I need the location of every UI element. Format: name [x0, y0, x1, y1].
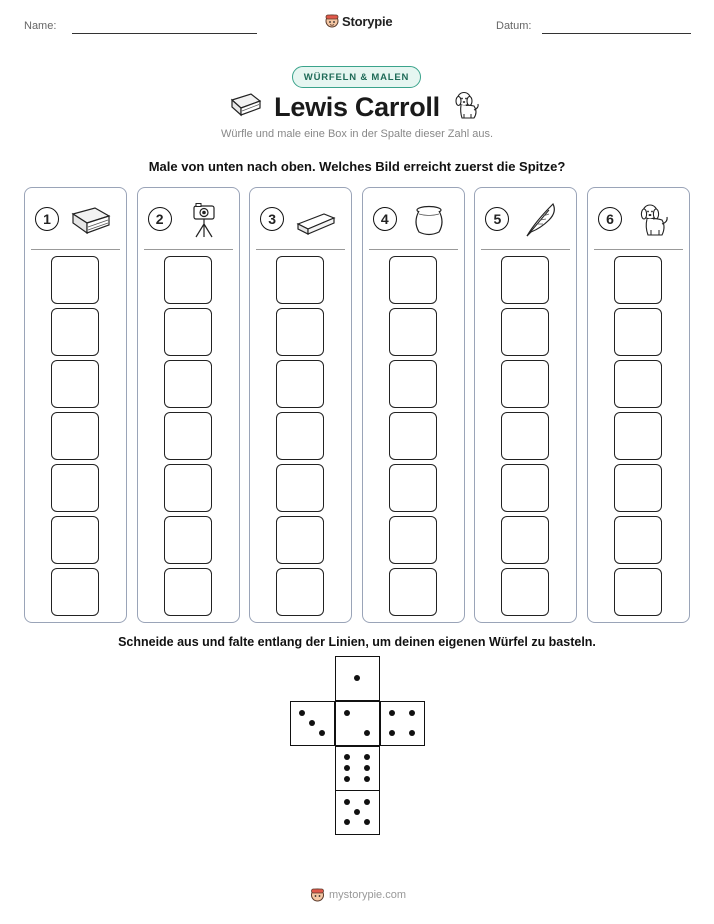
die-pip	[344, 754, 350, 760]
die-pip	[319, 730, 325, 736]
column-divider	[369, 249, 458, 250]
puppy-icon	[632, 202, 676, 238]
die-pip	[344, 819, 350, 825]
paint-box[interactable]	[614, 360, 662, 408]
die-pip	[354, 675, 360, 681]
date-line[interactable]	[542, 33, 691, 34]
paint-box[interactable]	[614, 308, 662, 356]
cut-instruction-text: Schneide aus und falte entlang der Linien, um deinen eigenen Würfel zu basteln.	[118, 635, 596, 649]
column-header	[148, 202, 234, 242]
brand-name: Storypie	[342, 13, 393, 29]
number-circle: 1	[35, 207, 59, 231]
paint-box[interactable]	[389, 308, 437, 356]
column-divider	[31, 249, 120, 250]
die-pip	[309, 720, 315, 726]
date-label: Datum:	[496, 20, 532, 32]
die-face-1	[335, 656, 380, 701]
column-divider	[144, 249, 233, 250]
die-pip	[364, 819, 370, 825]
column-divider	[481, 249, 570, 250]
storypie-mascot-icon	[325, 13, 339, 29]
die-pip	[364, 754, 370, 760]
die-pip	[299, 710, 305, 716]
paint-box[interactable]	[389, 568, 437, 616]
number-circle: 2	[148, 207, 172, 231]
paint-box[interactable]	[501, 568, 549, 616]
paint-box[interactable]	[501, 516, 549, 564]
number-circle: 3	[260, 207, 284, 231]
paint-box[interactable]	[501, 256, 549, 304]
paint-box[interactable]	[164, 464, 212, 512]
die-pip	[364, 799, 370, 805]
footer-url[interactable]: mystorypie.com	[329, 889, 407, 901]
die-pip	[364, 776, 370, 782]
paint-box[interactable]	[389, 360, 437, 408]
paint-box[interactable]	[389, 516, 437, 564]
die-pip	[344, 799, 350, 805]
column-4	[362, 187, 465, 623]
paint-box[interactable]	[389, 412, 437, 460]
paint-box[interactable]	[389, 256, 437, 304]
dice-columns	[24, 187, 690, 623]
die-pip	[354, 809, 360, 815]
die-pip	[389, 730, 395, 736]
column-header	[598, 202, 684, 242]
column-2	[137, 187, 240, 623]
name-line[interactable]	[72, 33, 257, 34]
paint-box[interactable]	[276, 360, 324, 408]
paint-box[interactable]	[501, 308, 549, 356]
brand-logo	[325, 13, 392, 29]
column-3	[249, 187, 352, 623]
paint-box[interactable]	[164, 308, 212, 356]
paint-box[interactable]	[51, 256, 99, 304]
die-pip	[389, 710, 395, 716]
book-icon	[69, 202, 113, 238]
paint-box[interactable]	[276, 464, 324, 512]
paint-box[interactable]	[51, 568, 99, 616]
number-circle: 4	[373, 207, 397, 231]
paint-box[interactable]	[614, 256, 662, 304]
paint-box[interactable]	[164, 360, 212, 408]
page-title: Lewis Carroll	[274, 92, 440, 122]
paint-box[interactable]	[276, 412, 324, 460]
die-face-4	[380, 701, 425, 746]
die-pip	[344, 776, 350, 782]
paint-box[interactable]	[614, 568, 662, 616]
paint-box[interactable]	[164, 256, 212, 304]
column-5	[474, 187, 577, 623]
subtitle: Würfle und male eine Box in der Spalte dieser Zahl aus.	[220, 128, 494, 140]
die-pip	[344, 765, 350, 771]
instruction-text: Male von unten nach oben. Welches Bild erreicht zuerst die Spitze?	[148, 159, 566, 174]
die-face-2	[335, 701, 380, 746]
die-face-6	[335, 746, 380, 791]
number-circle: 6	[598, 207, 622, 231]
die-face-3	[290, 701, 335, 746]
column-header	[260, 202, 346, 242]
feather-quill-icon	[519, 202, 563, 238]
paint-box[interactable]	[501, 412, 549, 460]
paint-box[interactable]	[51, 412, 99, 460]
paint-box[interactable]	[501, 360, 549, 408]
paint-box[interactable]	[276, 516, 324, 564]
paint-box[interactable]	[51, 516, 99, 564]
pot-icon	[407, 202, 451, 238]
paint-box[interactable]	[51, 464, 99, 512]
paint-box[interactable]	[614, 464, 662, 512]
paint-box[interactable]	[276, 256, 324, 304]
camera-icon	[182, 202, 226, 238]
die-pip	[409, 730, 415, 736]
die-pip	[364, 765, 370, 771]
paint-box[interactable]	[276, 308, 324, 356]
column-header	[35, 202, 121, 242]
paint-box[interactable]	[51, 360, 99, 408]
activity-badge: WÜRFELN & MALEN	[292, 66, 421, 88]
column-1	[24, 187, 127, 623]
column-header	[373, 202, 459, 242]
column-header	[485, 202, 571, 242]
paint-box[interactable]	[614, 516, 662, 564]
die-pip	[364, 730, 370, 736]
footer	[310, 887, 406, 903]
eraser-icon	[294, 202, 338, 238]
number-circle: 5	[485, 207, 509, 231]
paint-box[interactable]	[164, 412, 212, 460]
die-pip	[344, 710, 350, 716]
paint-box[interactable]	[276, 568, 324, 616]
storypie-mascot-icon	[310, 887, 325, 903]
paint-box[interactable]	[51, 308, 99, 356]
paint-box[interactable]	[614, 412, 662, 460]
paint-box[interactable]	[501, 464, 549, 512]
name-label: Name:	[24, 20, 57, 32]
die-face-5	[335, 790, 380, 835]
puppy-icon	[452, 90, 482, 122]
column-divider	[594, 249, 683, 250]
column-6	[587, 187, 690, 623]
paint-box[interactable]	[389, 464, 437, 512]
paint-box[interactable]	[164, 568, 212, 616]
paint-box[interactable]	[164, 516, 212, 564]
die-pip	[409, 710, 415, 716]
column-divider	[256, 249, 345, 250]
